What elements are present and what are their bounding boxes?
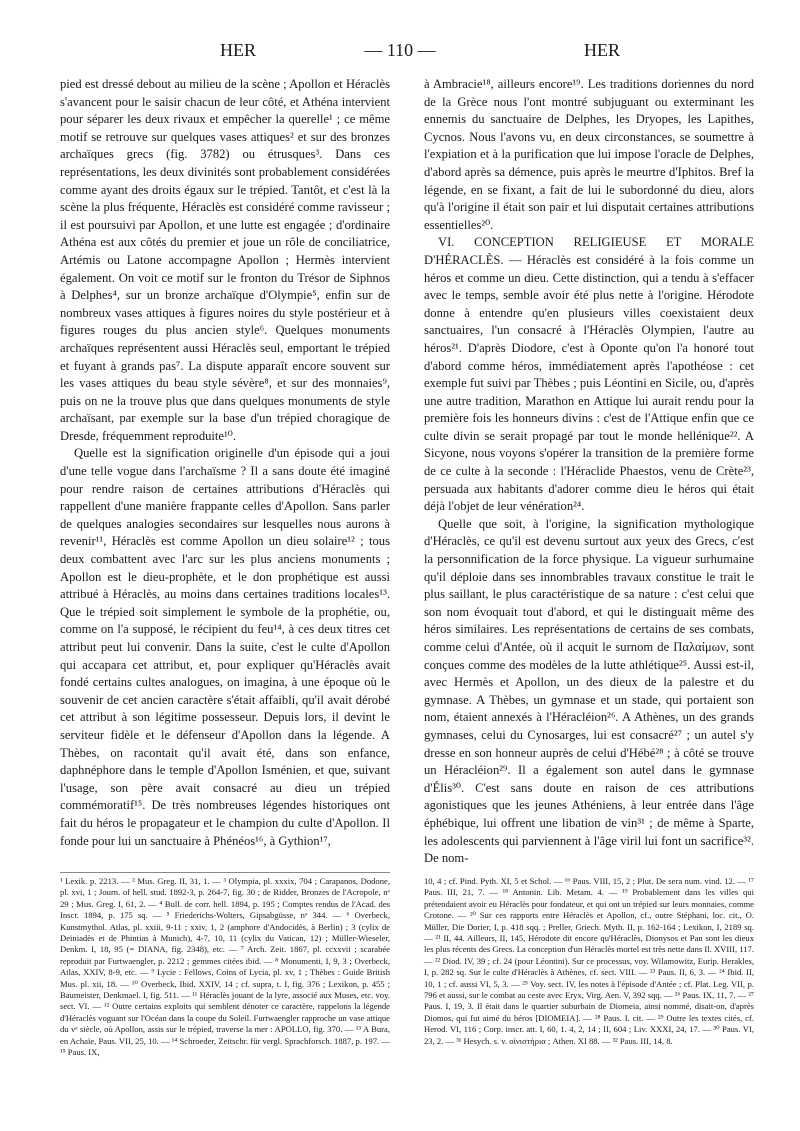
running-head-left: HER	[220, 40, 256, 60]
paragraph: Quelle que soit, à l'origine, la signification mythologique d'Héraclès, ce qu'il est devenu surtout aux yeux des Grecs, c'est la personnification de la force physique. La vigueur surhumaine qu'il déploie dans ses innombrables travaux constitue le trait le plus saillant, le plus caractéristique de sa nature : c'est celui que son nom évoquait tout d'abord, et qui le distinguait même des héros similaires. Les représentations de certains de ses combats, comme celui d'Antée, où il acquit le surnom de Παλαίμων, sont conçues comme des modèles de la lutte athlétique²⁵. Aussi est-il, avec Hermès et Apollon, un des dieux de la palestre et du gymnase. A Thèbes, un gymnase et un stade, qui portaient son nom, étaient annexés à l'Héracléion²⁶. A Athènes, un des grands gymnases, celui du Cynosarges, lui est consacré²⁷ ; un autel s'y dresse en son honneur auprès de celui d'Hébé²⁸ ; à côté se trouve un Héracléion²⁹. Il a également son autel dans le gymnase d'Élis³⁰. C'est sans doute en raison de ces attributions agonistiques que les jeunes Athéniens, à leur entrée dans l'âge éphébique, lui offrent une libation de vin³¹ ; de même à Sparte, les adolescents qui parviennent à l'âge viril lui font un sacrifice³². De nom-	[424, 516, 754, 866]
footnotes-left	[60, 872, 390, 1059]
footnotes-right	[424, 872, 754, 1047]
running-head-right: HER	[584, 40, 620, 60]
footnotes-text: ¹ Lexik. p. 2213. — ² Mus. Greg. II, 31, 1. — ³ Olympia, pl. xxxix, 704 ; Carapanos, Dodone, pl. xvi, 1 ; Journ. of hell. stud. 1892-3, p. 264-7, fig. 30 ; de Ridder, Bronzes de l'Acropole, nᵒ 29 ; Mus. Greg. I, 61, 2. — ⁴ Bull. de corr. hell. 1894, p. 195 ; Comptes rendus de l'Acad. des Inscr. 1894, p. 175 sq. — ⁵ Friederichs-Wolters, Gipsabgüsse, nᵒ 344. — ⁶ Overbeck, Kunstmythol. Atlas, pl. xxiii, 9-11 ; xxiv, 1, 2 (amphore d'Andocidès, à Berlin) ; 3 (cylix de Deiniadès et de Phintias à Munich), 4-7, 10, 11 (cylix du Vatican, 12) ; Müller-Wieseler, Denkm. I, 18, 95 (= DIANA, fig. 2348), etc. — ⁷ Arch. Zeit. 1867, pl. ccxxvii ; scarabée reproduit par Furtwaengler, p. 2212 ; gemmes citées ibid. — ⁸ Monumenti, I, 9, 3 ; Overbeck, Atlas, XXIV, 8-9, etc. — ⁹ Lycie : Fellows, Coins of Lycia, pl. xv, 1 ; Thèbes : Guide British Mus. pl. xii, 18. — ¹⁰ Overbeck, Ibid. XXIV, 14 ; cf. supra, t. I, fig. 376 ; Lexikon, p. 455 ; Baumeister, Denkmael. I, fig. 511. — ¹¹ Héraclès jouant de la lyre, associé aux Muses, etc. voy. sect. VI. — ¹² Outre certains exploits qui semblent dénoter ce caractère, rappelons la légende d'Héraclès voguant sur l'Océan dans la coupe du Soleil. Furtwaengler rapproche un vase attique du vᵉ siècle, où Apollon, assis sur le trépied, traverse la mer : APOLLO, fig. 370. — ¹³ A Bura, en Achaïe, Paus. VII, 25, 10. — ¹⁴ Schroeder, Zeitschr. für vergl. Sprachforsch. 1887, p. 197. — ¹⁵ Paus. IX,	[60, 876, 390, 1058]
left-column	[60, 76, 390, 850]
page-header	[60, 40, 740, 68]
section-heading-paragraph: VI. CONCEPTION RELIGIEUSE ET MORALE D'HÉRACLÈS. — Héraclès est considéré à la fois comme un héros et comme un dieu. Cette distinction, qui a tendu à s'effacer avec le temps, semble avoir été plus nette à l'origine. Hérodote donne à entendre qu'en plusieurs villes coexistaient deux sanctuaires, l'un consacré à l'Héraclès Olympien, l'autre au héros²¹. D'après Diodore, c'est à Oponte qu'on l'a honoré tout d'abord comme héros, immédiatement après l'apothéose : cet exemple fut suivi par Thèbes ; puis Léontini en Sicile, ou, d'après une autre tradition, Marathon en Attique lui aurait rendu pour la première fois les honneurs divins : c'est de l'Attique enfin que ce culte divin se serait propagé par tout le monde hellénique²². A Sicyone, nous voyons s'opérer la transition de la première forme de ce culte à la seconde : l'Héraclide Phaestos, venu de Crète²³, persuada aux habitants d'adorer comme dieu le héros qui était déjà l'objet de leur vénération²⁴.	[424, 235, 754, 514]
page-number: — 110 —	[364, 40, 436, 60]
paragraph: pied est dressé debout au milieu de la scène ; Apollon et Héraclès s'avancent pour le saisir chacun de leur côté, et Athéna intervient pour séparer les deux rivaux et empêcher la querelle¹ ; ce même motif se retrouve sur quelques vases attiques² et sur des bronzes archaïques grecs (fig. 3782) ou étrusques³. Dans ces représentations, les deux divinités sont probablement considérées comme ayant des droits égaux sur le trépied. Tantôt, et c'est là la scène la plus fréquente, Héraclès est considéré comme ravisseur ; il est poursuivi par Apollon, et une lutte est engagée ; d'ordinaire Athéna est aux côtés du premier et joue un rôle de conciliatrice, Artémis ou Latone accompagne Apollon ; Hermès intervient également. On voit ce motif sur le fronton du Trésor de Siphnos à Delphes⁴, sur un bronze archaïque d'Olympie⁵, enfin sur de nombreux vases attiques à figures noires du style postérieur et à figures rouges du plus ancien style⁶. Quelques monuments archaïques représentent aussi Héraclès seul, emportant le trépied et fuyant à grands pas⁷. La dispute apparaît encore souvent sur les vases attiques du beau style sévère⁸, et sur des monnaies⁹, puis on ne la trouve plus que dans quelques monuments de style archaïsant, par exemple sur la base d'un trépied choragique de Dresde, fréquemment reproduite¹⁰.	[60, 77, 390, 443]
footnotes-text: 10, 4 ; cf. Pind. Pyth. XI, 5 et Schol. — ¹⁶ Paus. VIII, 15, 2 ; Plut. De sera num. vind. 12. — ¹⁷ Paus. III, 21, 7. — ¹⁸ Antonin. Lib. Metam. 4. — ¹⁹ Probablement dans les villes qui prétendaient avoir eu Héraclès pour fondateur, et qui ont un trépied sur leurs monnaies, comme Crotone. — ²⁰ Sur ces rapports entre Héraclès et Apollon, cf., outre Stéphani, loc. cit., O. Müller, Die Dorier, I, p. 418 sqq. ; Preller, Griech. Myth. II, p. 162-164 ; Lexikon, I, 2189 sq. — ²¹ II, 44. Ailleurs, II, 145, Hérodote dit encore qu'Héraclès, Dionysos et Pan sont les dieux les plus récents des Grecs. La conception d'un Héraclès mortel est très nette dans Il. XVIII, 117. — ²² Diod. IV, 39 ; cf. 24 (pour Léontini). Sur ce processus, voy. Wilamowitz, Eurip. Herakles, I, p. 282 sq. Sur le culte d'Héraclès à Athènes, cf. sect. VIII. — ²³ Paus. II, 6, 3. — ²⁴ Ibid. II, 10, 1 ; cf. aussi VI, 5, 3. — ²⁵ Voy. sect. IV, les notes à l'épisode d'Antée ; cf. Plat. Leg. VII, p. 796 et aussi, sur le combat au ceste avec Eryx, Virg. Aen. V, 392 sqq. — ²⁶ Paus. IX, 11, 7. — ²⁷ Paus. I, 19, 3. Il était dans le quartier suburbain de Diomeia, ainsi nommé, disait-on, d'après Diomos, qui fut aimé du héros [DIOMEIA]. — ²⁸ Paus. I. cit. — ²⁹ Outre les textes cités, cf. Herod. VI, 116 ; Corp. inscr. att. I, 60, 1. 4, 2, 14 ; II, 604 ; Liv. XXXI, 24, 17. — ³⁰ Paus. VI, 23, 2. — ³¹ Hesych. s. v. οἰνιστήρια ; Athen. XI 88. — ³² Paus. III, 14, 8.	[424, 876, 754, 1046]
right-column	[424, 76, 754, 868]
paragraph: à Ambracie¹⁸, ailleurs encore¹⁹. Les traditions doriennes du nord de la Grèce nous l'ont montré subjuguant ou exterminant les ennemis du sanctuaire de Delphes, les Dryopes, les Lapithes, Cycnos. Nous l'avons vu, en deux circonstances, se soumettre à l'expiation et à la purification que lui impose l'oracle de Delphes, d'abord après sa démence, puis après le meurtre d'Iphitos. Bref la légende, en se fixant, a fait de lui le subordonné du dieu, alors qu'à l'origine il était son pair et lui disputait certaines attributions essentielles²⁰.	[424, 77, 754, 232]
paragraph: Quelle est la signification originelle d'un épisode qui a joui d'une telle vogue dans l'archaïsme ? Il a sans doute été imaginé pour rendre raison de certaines attributions d'Héraclès qui rappellent d'une manière frappante celles d'Apollon. Sans parler de quelques analogies secondaires sur lesquelles nous aurons à revenir¹¹, Héraclès est comme Apollon un dieu solaire¹² ; tous deux combattent avec l'arc sur les plus anciens monuments ; Apollon est le dieu-prophète, et le don prophétique est aussi attribué à Héraclès, au moins dans certaines traditions locales¹³. Que le trépied soit simplement le symbole de la prophétie, ou, comme on l'a supposé, le récipient du feu¹⁴, à ces deux titres cet attribut peut lui convenir. Dans la suite, c'est le culte d'Apollon qui accapara cet attribut, et, pour expliquer qu'Héraclès avait fondé certains cultes analogues, on imagina, à une époque où le souvenir de cet ancien caractère s'était affaibli, qu'il avait dérobé cet attribut à son légitime possesseur. Depuis lors, il devint le serviteur fidèle et le défenseur d'Apollon dans la légende. A Thèbes, on racontait qu'il avait été, dans son enfance, daphnéphore dans le temple d'Apollon Isménien, et que, suivant l'usage, son père avait consacré au dieu un trépied commémoratif¹⁵. De très nombreuses légendes historiques ont fait du héros le propagateur et le champion du culte d'Apollon. Il fonde pour lui un sanctuaire à Phénéos¹⁶, à Gythion¹⁷,	[60, 446, 390, 848]
